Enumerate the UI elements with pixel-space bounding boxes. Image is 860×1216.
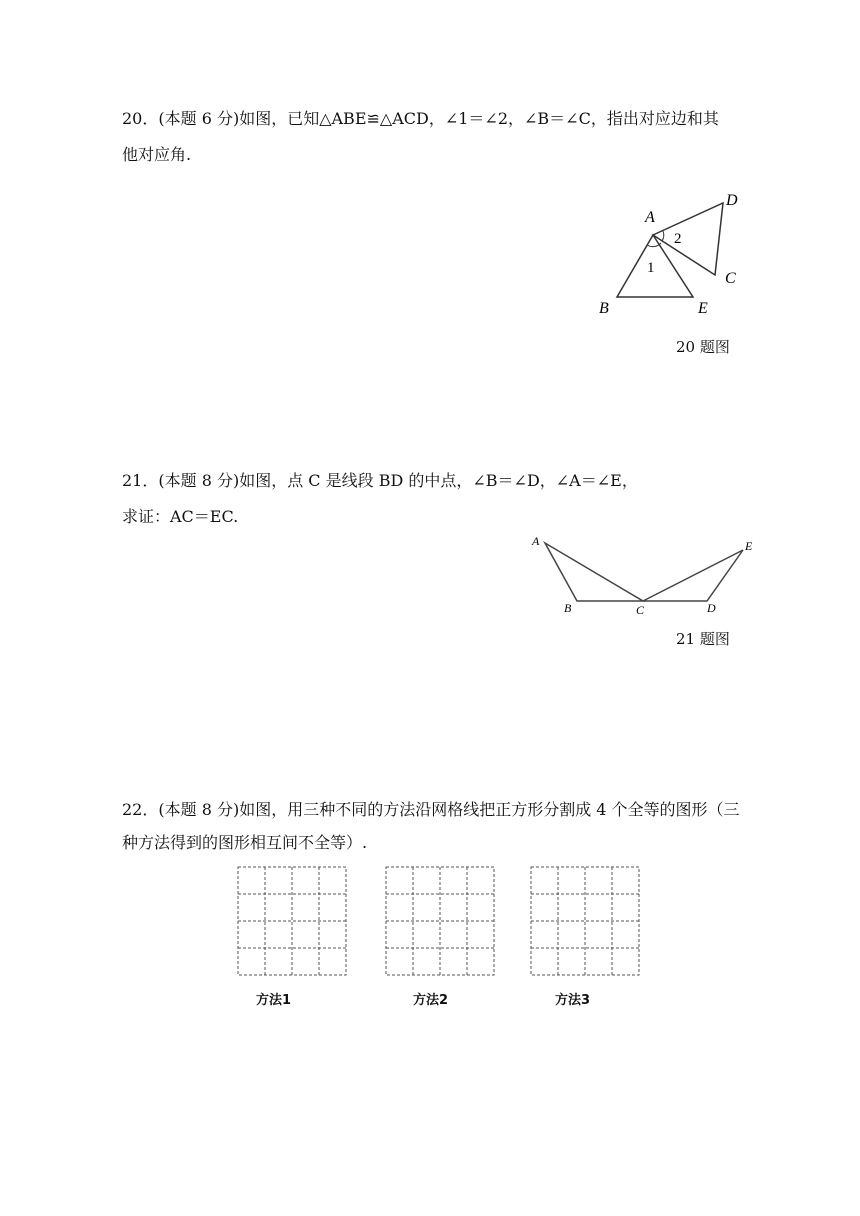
q20-figure <box>585 185 755 325</box>
label-angle-2: 2 <box>674 231 682 247</box>
label-angle-1: 1 <box>647 260 655 276</box>
triangle-abc <box>545 543 643 601</box>
method-1-label: 方法1 <box>256 993 292 1008</box>
grid-method-2 <box>385 866 495 976</box>
grid-method-1 <box>237 866 347 976</box>
label-b: B <box>599 300 609 317</box>
label-a: A <box>645 209 655 226</box>
triangle-cde <box>643 550 743 601</box>
q20-text-line1: 20．(本题 6 分)如图，已知△ABE≌△ACD，∠1＝∠2，∠B＝∠C，指出对应边和其 <box>122 109 719 128</box>
q22-text-line2: 种方法得到的图形相互间不全等）. <box>122 833 368 852</box>
label-c: C <box>636 603 645 617</box>
triangle-abe <box>617 235 693 297</box>
angle-2-arc <box>662 231 664 241</box>
label-d: D <box>707 601 716 615</box>
label-c: C <box>725 270 736 287</box>
label-e: E <box>745 539 753 553</box>
label-b: B <box>564 601 572 615</box>
label-d: D <box>726 192 738 209</box>
q21-text-line1: 21．(本题 8 分)如图，点 C 是线段 BD 的中点，∠B＝∠D，∠A＝∠E， <box>122 471 638 490</box>
method-3-label: 方法3 <box>555 993 591 1008</box>
q21-figure <box>525 530 765 620</box>
q21-text-line2: 求证：AC＝EC. <box>122 507 239 526</box>
label-e: E <box>698 300 708 317</box>
label-a: A <box>532 534 540 548</box>
method-2-label: 方法2 <box>413 993 449 1008</box>
grid-method-3 <box>530 866 640 976</box>
q22-text-line1: 22．(本题 8 分)如图，用三种不同的方法沿网格线把正方形分割成 4 个全等的图形（三 <box>122 800 740 819</box>
q20-caption: 20 题图 <box>676 338 730 356</box>
q21-caption: 21 题图 <box>676 630 730 648</box>
q20-text-line2: 他对应角. <box>122 145 192 164</box>
